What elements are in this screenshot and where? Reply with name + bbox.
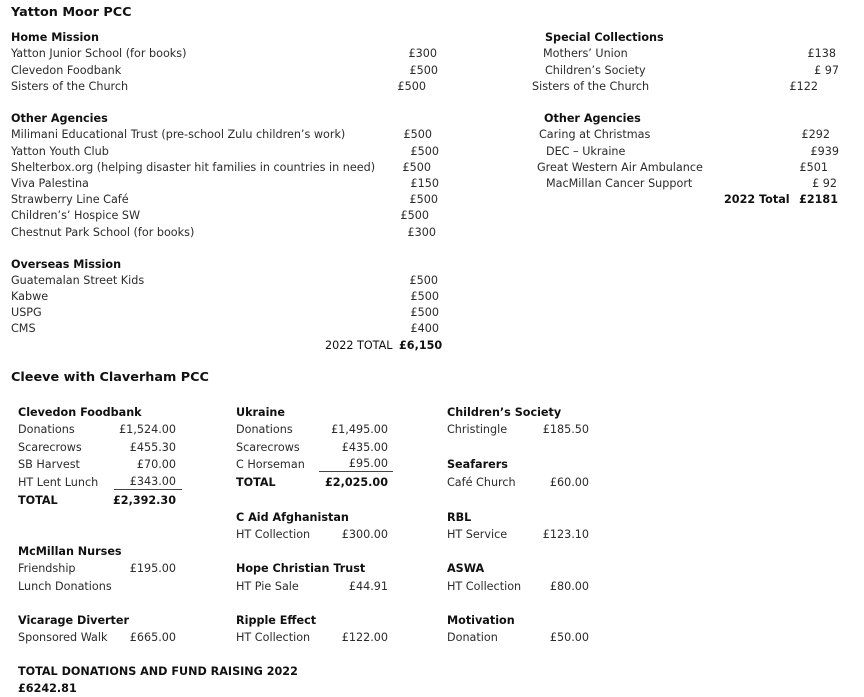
home-mission-item-amount: £300 — [408, 47, 437, 60]
mcmillan-amount: £195.00 — [129, 562, 176, 575]
aswa-amount: £80.00 — [549, 580, 589, 593]
foodbank-item-amount: £455.30 — [129, 441, 176, 454]
overseas-mission-item-amount: £500 — [410, 306, 439, 319]
ripple-label: HT Collection — [236, 631, 311, 644]
ukraine-item-amount: £1,495.00 — [331, 423, 388, 436]
overseas-mission-heading: Overseas Mission — [11, 258, 122, 271]
right-other-agencies-item-label: MacMillan Cancer Support — [546, 177, 693, 190]
ukraine-item-label: Scarecrows — [236, 441, 300, 454]
overseas-mission-item-label: Kabwe — [11, 290, 49, 303]
foodbank-item-amount — [114, 475, 182, 490]
ukraine-heading: Ukraine — [236, 406, 285, 419]
childrens-society-amount: £185.50 — [542, 423, 589, 436]
ukraine-item-amount: £435.00 — [341, 441, 388, 454]
right-other-agencies-item-label: DEC – Ukraine — [546, 145, 626, 158]
overseas-mission-item-label: USPG — [11, 306, 42, 319]
special-collections-item-label: Mothers’ Union — [543, 47, 628, 60]
ukraine-item-amount-text: £95.00 — [348, 457, 388, 470]
special-collections-heading: Special Collections — [545, 31, 664, 44]
home-mission-item-amount: £500 — [397, 80, 426, 93]
afghanistan-heading: C Aid Afghanistan — [236, 511, 349, 524]
other-agencies-item-amount: £500 — [402, 161, 431, 174]
foodbank-heading: Clevedon Foodbank — [18, 406, 142, 419]
yatton-total-label: 2022 TOTAL — [325, 339, 393, 352]
special-collections-item-label: Sisters of the Church — [532, 80, 650, 93]
special-collections-item-amount: £138 — [807, 47, 836, 60]
overseas-mission-item-label: Guatemalan Street Kids — [11, 274, 145, 287]
vicarage-label: Sponsored Walk — [18, 631, 108, 644]
other-agencies-item-amount: £500 — [409, 193, 438, 206]
yatton-title: Yatton Moor PCC — [11, 5, 132, 20]
special-collections-item-amount: £122 — [789, 80, 818, 93]
other-agencies-item-label: Shelterbox.org (helping disaster hit families in countries in need) — [11, 161, 376, 174]
aswa-label: HT Collection — [447, 580, 522, 593]
mcmillan-label-friendship: Friendship — [18, 562, 76, 575]
other-agencies-heading: Other Agencies — [11, 112, 108, 125]
cleeve-title: Cleeve with Claverham PCC — [11, 370, 209, 385]
foodbank-item-label: Donations — [18, 423, 75, 436]
other-agencies-item-label: Children’s’ Hospice SW — [11, 209, 141, 222]
other-agencies-item-amount: £500 — [410, 145, 439, 158]
ripple-amount: £122.00 — [341, 631, 388, 644]
other-agencies-item-label: Milimani Educational Trust (pre-school Zulu children’s work) — [11, 128, 346, 141]
home-mission-item-label: Sisters of the Church — [11, 80, 129, 93]
mcmillan-label-lunch: Lunch Donations — [18, 580, 112, 593]
overseas-mission-item-label: CMS — [11, 322, 36, 335]
foodbank-item-amount: £70.00 — [136, 458, 176, 471]
overseas-mission-item-amount: £400 — [410, 322, 439, 335]
other-agencies-item-label: Yatton Youth Club — [11, 145, 109, 158]
vicarage-amount: £665.00 — [129, 631, 176, 644]
vicarage-heading: Vicarage Diverter — [18, 614, 130, 627]
ukraine-item-label: Donations — [236, 423, 293, 436]
afghanistan-label: HT Collection — [236, 528, 311, 541]
overseas-mission-item-amount: £500 — [410, 290, 439, 303]
right-other-agencies-item-amount: £501 — [799, 161, 828, 174]
ukraine-item-amount — [319, 457, 393, 472]
grand-total-label: TOTAL DONATIONS AND FUND RAISING 2022 — [18, 665, 298, 678]
other-agencies-item-amount: £150 — [410, 177, 439, 190]
home-mission-item-amount: £500 — [409, 64, 438, 77]
other-agencies-item-label: Viva Palestina — [11, 177, 89, 190]
mcmillan-heading: McMillan Nurses — [18, 545, 122, 558]
foodbank-item-label: HT Lent Lunch — [18, 476, 99, 489]
right-other-agencies-item-amount: £939 — [810, 145, 839, 158]
seafarers-heading: Seafarers — [447, 458, 508, 471]
ukraine-total-value: £2,025.00 — [325, 476, 388, 489]
foodbank-item-label: Scarecrows — [18, 441, 82, 454]
other-agencies-item-amount: £300 — [407, 226, 436, 239]
foodbank-item-amount: £1,524.00 — [119, 423, 176, 436]
right-total-value: £2181 — [799, 193, 838, 206]
yatton-total-value: £6,150 — [399, 339, 443, 352]
rbl-heading: RBL — [447, 511, 472, 524]
right-total-label: 2022 Total — [724, 193, 790, 206]
other-agencies-item-amount: £500 — [400, 209, 429, 222]
special-collections-item-label: Children’s Society — [545, 64, 646, 77]
afghanistan-amount: £300.00 — [341, 528, 388, 541]
childrens-society-heading: Children’s Society — [447, 406, 562, 419]
rbl-label: HT Service — [447, 528, 508, 541]
ukraine-item-label: C Horseman — [236, 458, 305, 471]
right-other-agencies-heading: Other Agencies — [544, 112, 641, 125]
other-agencies-item-amount: £500 — [403, 128, 432, 141]
hope-amount: £44.91 — [348, 580, 388, 593]
right-other-agencies-item-amount: £ 92 — [812, 177, 837, 190]
home-mission-item-label: Yatton Junior School (for books) — [11, 47, 187, 60]
hope-label: HT Pie Sale — [236, 580, 299, 593]
seafarers-amount: £60.00 — [549, 476, 589, 489]
overseas-mission-item-amount: £500 — [409, 274, 438, 287]
ripple-heading: Ripple Effect — [236, 614, 317, 627]
rbl-amount: £123.10 — [542, 528, 589, 541]
other-agencies-item-label: Strawberry Line Café — [11, 193, 129, 206]
right-other-agencies-item-label: Great Western Air Ambulance — [537, 161, 703, 174]
right-other-agencies-item-amount: £292 — [801, 128, 830, 141]
right-other-agencies-item-label: Caring at Christmas — [539, 128, 651, 141]
home-mission-heading: Home Mission — [11, 31, 99, 44]
ukraine-total-label: TOTAL — [236, 476, 276, 489]
motivation-heading: Motivation — [447, 614, 515, 627]
motivation-amount: £50.00 — [549, 631, 589, 644]
childrens-society-label: Christingle — [447, 423, 508, 436]
foodbank-total-value: £2,392.30 — [113, 494, 176, 507]
seafarers-label: Café Church — [447, 476, 516, 489]
foodbank-item-amount-text: £343.00 — [129, 475, 176, 488]
special-collections-item-amount: £ 97 — [814, 64, 839, 77]
foodbank-item-label: SB Harvest — [18, 458, 80, 471]
motivation-label: Donation — [447, 631, 498, 644]
home-mission-item-label: Clevedon Foodbank — [11, 64, 122, 77]
aswa-heading: ASWA — [447, 562, 485, 575]
foodbank-total-label: TOTAL — [18, 494, 58, 507]
hope-heading: Hope Christian Trust — [236, 562, 366, 575]
other-agencies-item-label: Chestnut Park School (for books) — [11, 226, 195, 239]
grand-total-value: £6242.81 — [18, 682, 77, 695]
